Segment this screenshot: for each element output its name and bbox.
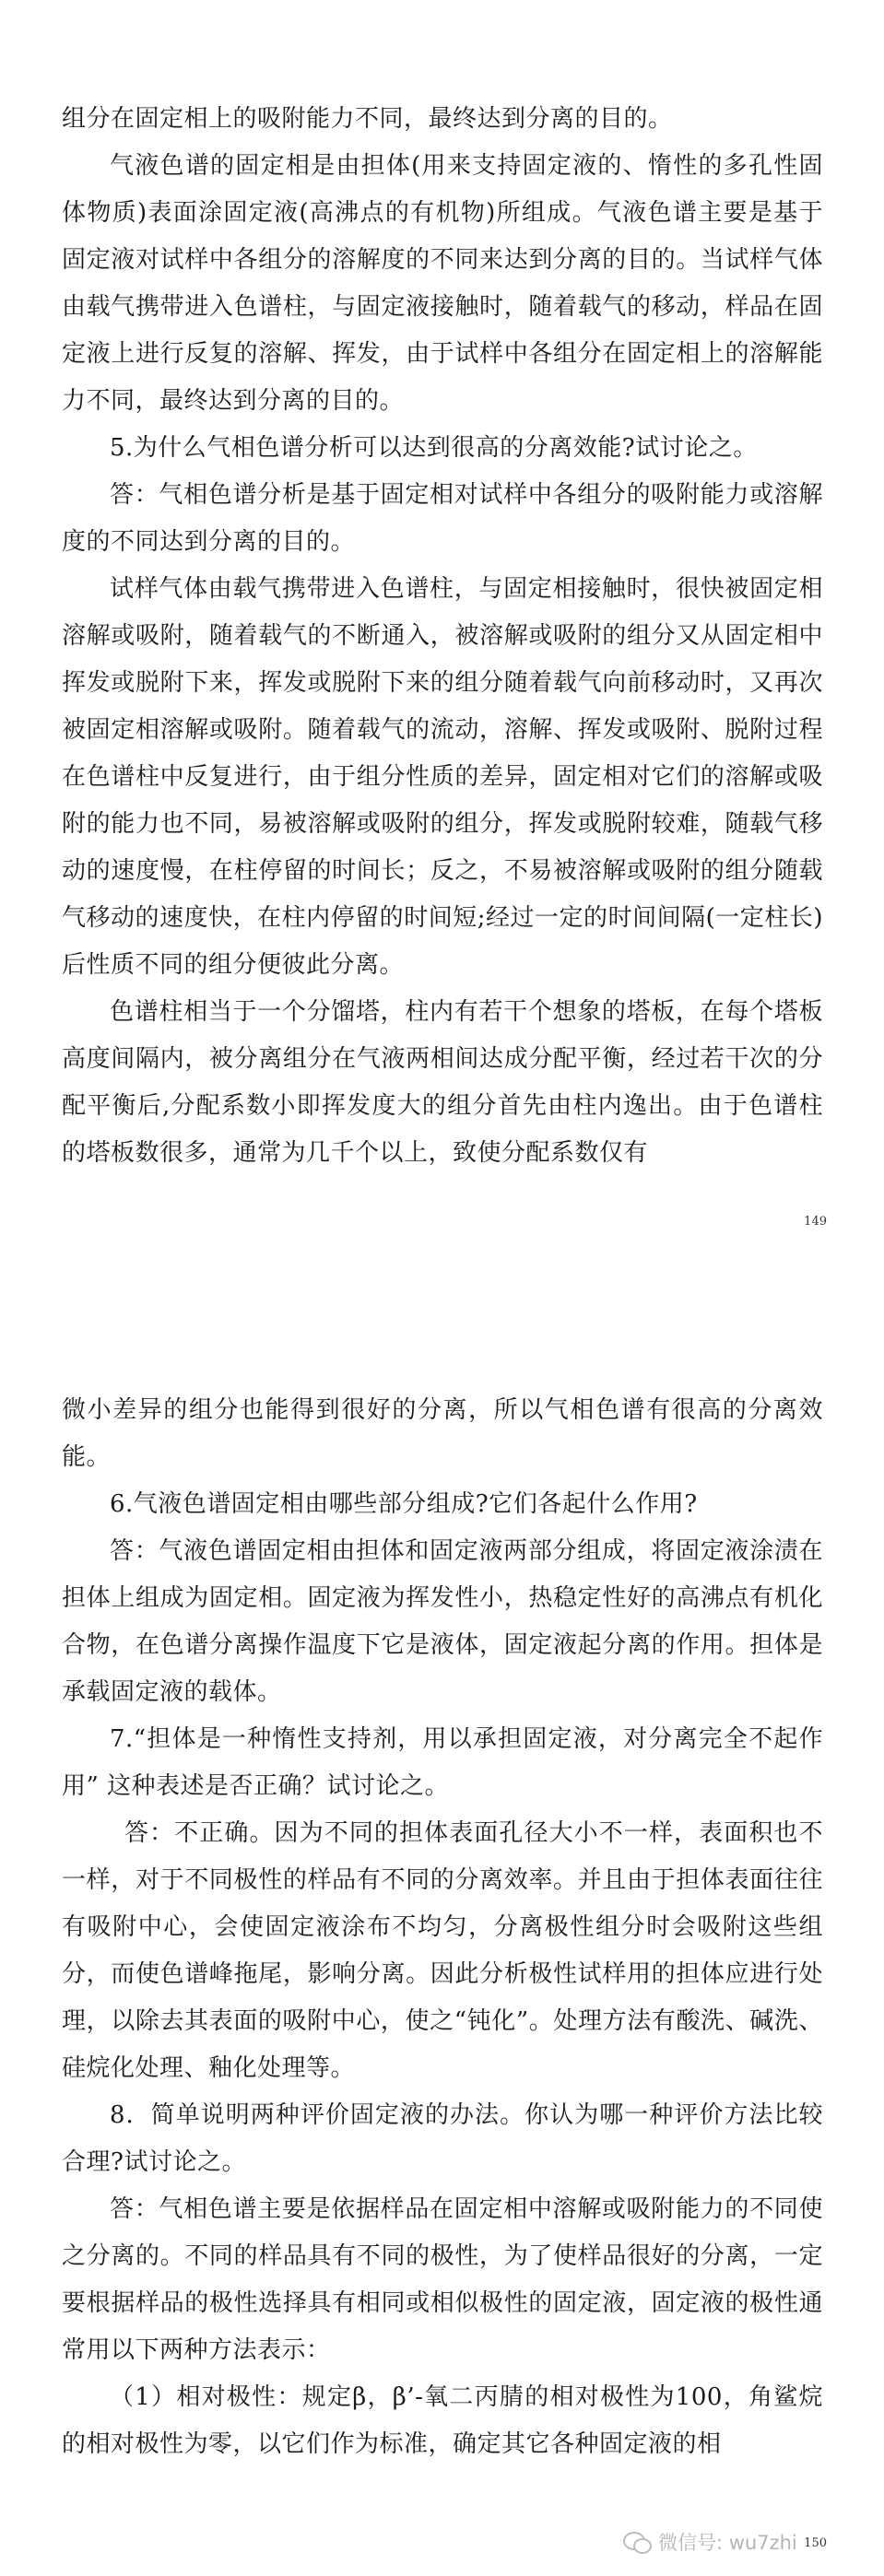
question-5: 5.为什么气相色谱分析可以达到很高的分离效能?试讨论之。 — [110, 434, 758, 462]
answer-5: 答：气相色谱分析是基于固定相对试样中各组分的吸附能力或溶解度的不同达到分离的目的。 — [62, 481, 823, 556]
page-150 — [0, 1272, 884, 2576]
paragraph: 组分在固定相上的吸附能力不同，最终达到分离的目的。 — [62, 105, 673, 133]
watermark — [623, 2525, 797, 2558]
page-149-text — [62, 96, 823, 1177]
page-number: 150 — [804, 2536, 827, 2550]
page-149 — [0, 0, 884, 1272]
answer-8: 答：气相色谱主要是依据样品在固定相中溶解或吸附能力的不同使之分离的。不同的样品具有不同的极性，为了使样品很好的分离，一定要根据样品的极性选择具有相同或相似极性的固定液，固定液的极性通常用以下两种方法表示： — [62, 2195, 823, 2364]
paragraph: （1）相对极性：规定β，β’-氧二丙腈的相对极性为100，角鲨烷的相对极性为零，以它们作为标准，确定其它各种固定液的相 — [62, 2383, 823, 2458]
question-6: 6.气液色谱固定相由哪些部分组成?它们各起什么作用? — [110, 1490, 698, 1518]
paragraph: 试样气体由载气携带进入色谱柱，与固定相接触时，很快被固定相溶解或吸附，随着载气的不断通入，被溶解或吸附的组分又从固定相中挥发或脱附下来，挥发或脱附下来的组分随着载气向前移动时，又再次被固定相溶解或吸附。随着载气的流动，溶解、挥发或吸附、脱附过程在色谱柱中反复进行，由于组分性质的差异，固定相对它们的溶解或吸附的能力也不同，易被溶解或吸附的组分，挥发或脱附较难，随载气移动的速度慢，在柱停留的时间长；反之，不易被溶解或吸附的组分随载气移动的速度快，在柱内停留的时间短;经过一定的时间间隔(一定柱长)后性质不同的组分便彼此分离。 — [62, 575, 823, 979]
paragraph: 气液色谱的固定相是由担体(用来支持固定液的、惰性的多孔性固体物质)表面涂固定液(高沸点的有机物)所组成。气液色谱主要是基于固定液对试样中各组分的溶解度的不同来达到分离的目的。当试样气体由载气携带进入色谱柱，与固定液接触时，随着载气的移动，样品在固定液上进行反复的溶解、挥发，由于试样中各组分在固定相上的溶解能力不同，最终达到分离的目的。 — [62, 152, 823, 415]
wechat-icon — [623, 2530, 651, 2554]
question-7: 7.“担体是一种惰性支持剂，用以承担固定液，对分离完全不起作用” 这种表述是否正确？试讨论之。 — [62, 1725, 823, 1800]
watermark-text: 微信号: wu7zhi — [658, 2532, 797, 2554]
paragraph: 微小差异的组分也能得到很好的分离，所以气相色谱有很高的分离效能。 — [62, 1396, 823, 1471]
paragraph: 色谱柱相当于一个分馏塔，柱内有若干个想象的塔板，在每个塔板高度间隔内，被分离组分在气液两相间达成分配平衡，经过若干次的分配平衡后,分配系数小即挥发度大的组分首先由柱内逸出。由于色谱柱的塔板数很多，通常为几千个以上，致使分配系数仅有 — [62, 998, 823, 1167]
answer-7: 答：不正确。因为不同的担体表面孔径大小不一样，表面积也不一样，对于不同极性的样品有不同的分离效率。并且由于担体表面往往有吸附中心，会使固定液涂布不均匀，分离极性组分时会吸附这些组分，而使色谱峰拖尾，影响分离。因此分析极性试样用的担体应进行处理，以除去其表面的吸附中心，使之“钝化”。处理方法有酸洗、碱洗、硅烷化处理、釉化处理等。 — [62, 1819, 823, 2082]
page-number: 149 — [804, 1215, 827, 1229]
question-8: 8．简单说明两种评价固定液的办法。你认为哪一种评价方法比较合理?试讨论之。 — [62, 2101, 823, 2176]
answer-6: 答：气液色谱固定相由担体和固定液两部分组成，将固定液涂渍在担体上组成为固定相。固定液为挥发性小，热稳定性好的高沸点有机化合物，在色谱分离操作温度下它是液体，固定液起分离的作用。担体是承载固定液的载体。 — [62, 1537, 823, 1706]
page-150-text — [62, 1387, 823, 2468]
